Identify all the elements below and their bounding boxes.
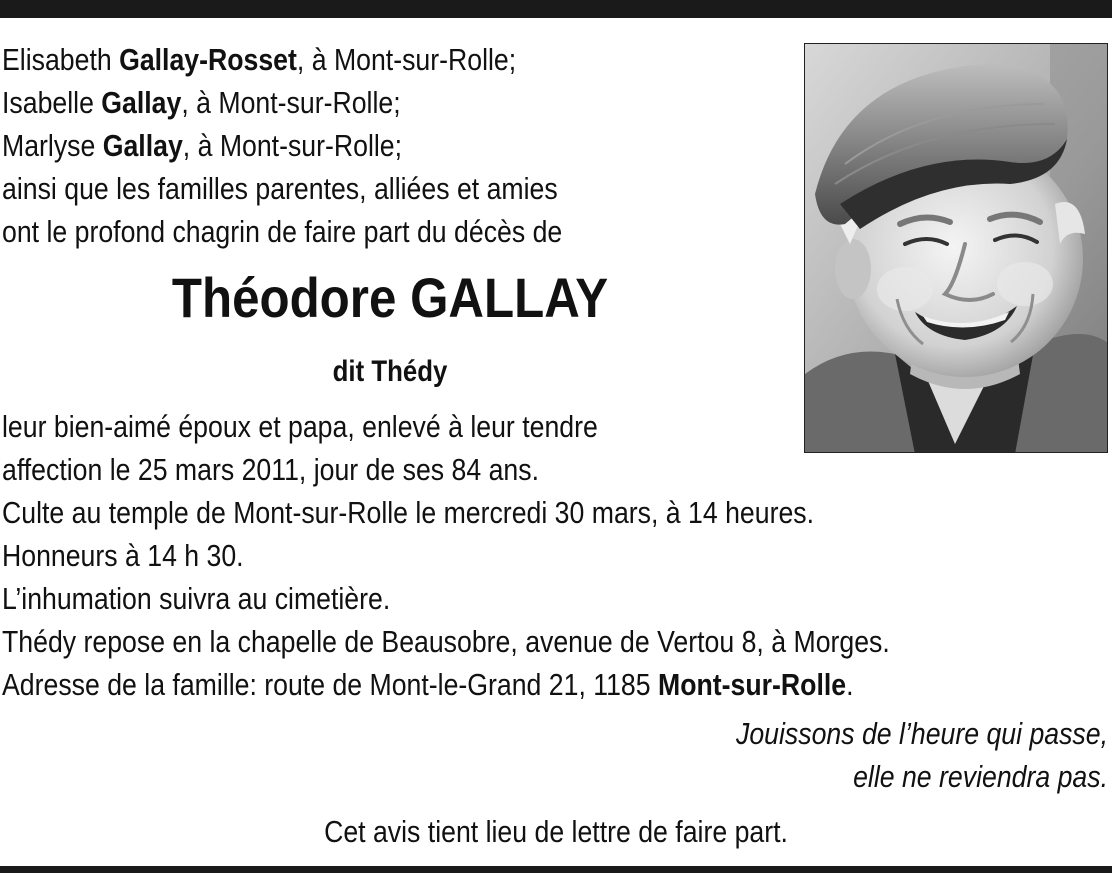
deceased-nickname: dit Thédy: [332, 355, 448, 388]
body-line: L’inhumation suivra au cimetière.: [2, 581, 391, 616]
memorial-quote: [408, 712, 1108, 798]
deceased-name: Théodore GALLAY: [171, 266, 609, 329]
portrait-photo: [804, 43, 1108, 453]
body-line: Honneurs à 14 h 30.: [2, 538, 244, 573]
family-line: ont le profond chagrin de faire part du décès de: [2, 214, 563, 249]
notice-line: Cet avis tient lieu de lettre de faire part.: [324, 814, 788, 849]
family-line: Elisabeth Gallay-Rosset, à Mont-sur-Rolle;: [2, 42, 517, 77]
family-announcement: [2, 38, 782, 253]
announcement-body: [2, 405, 1110, 706]
bottom-rule: [0, 866, 1112, 873]
body-line: Adresse de la famille: route de Mont-le-Grand 21, 1185 Mont-sur-Rolle.: [2, 667, 854, 702]
body-line: Thédy repose en la chapelle de Beausobre, avenue de Vertou 8, à Morges.: [2, 624, 890, 659]
top-rule: [0, 0, 1112, 18]
body-line: Culte au temple de Mont-sur-Rolle le mercredi 30 mars, à 14 heures.: [2, 495, 815, 530]
family-line: Isabelle Gallay, à Mont-sur-Rolle;: [2, 85, 401, 120]
body-line: leur bien-aimé époux et papa, enlevé à leur tendre: [2, 409, 598, 444]
quote-line: elle ne reviendra pas.: [853, 759, 1108, 794]
body-line: affection le 25 mars 2011, jour de ses 84 ans.: [2, 452, 539, 487]
quote-line: Jouissons de l’heure qui passe,: [736, 716, 1108, 751]
family-line: Marlyse Gallay, à Mont-sur-Rolle;: [2, 128, 403, 163]
family-line: ainsi que les familles parentes, alliées et amies: [2, 171, 558, 206]
